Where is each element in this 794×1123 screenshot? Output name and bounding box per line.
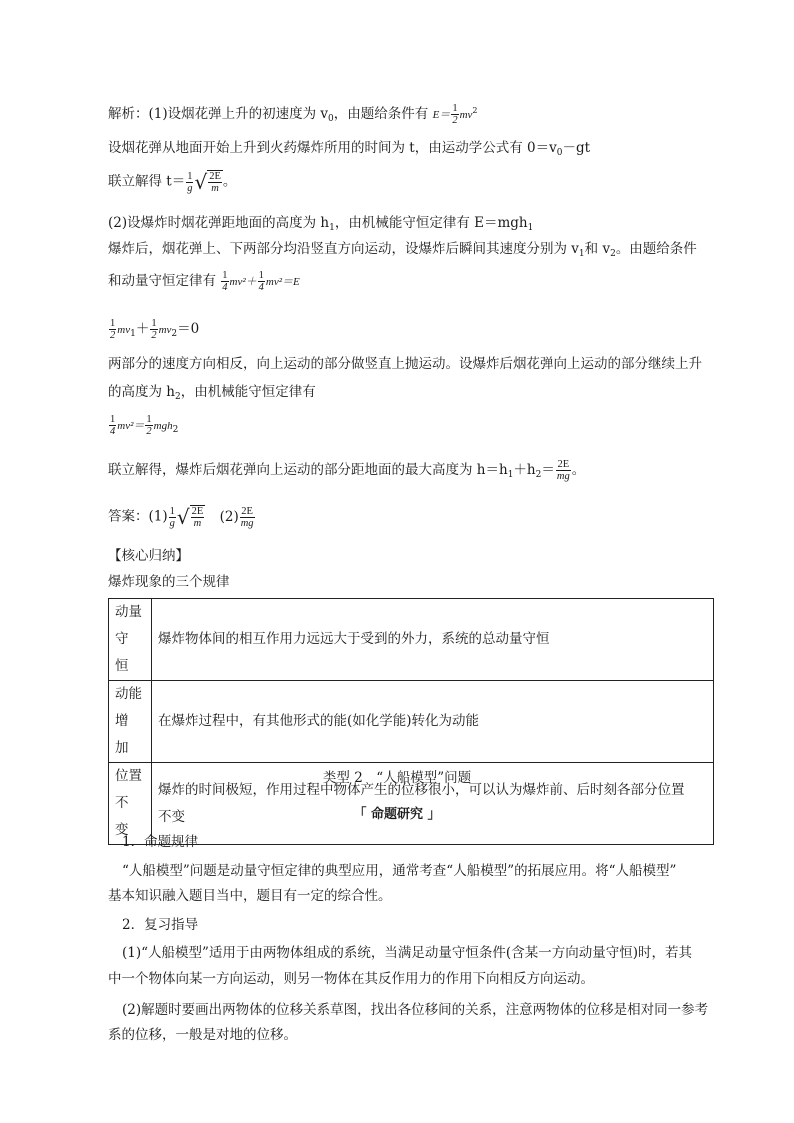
rule-key-cell: 动量守 恒 xyxy=(109,599,152,681)
analysis-line-3: 联立解得 t＝ $\frac{1}{g}$ √ $\frac{2E}{m}$ 。 xyxy=(108,170,237,194)
fraction-quarter: $\frac{1}{4}$ xyxy=(258,270,264,293)
summary-subheading: 爆炸现象的三个规律 xyxy=(108,574,230,590)
rule-value-cell: 爆炸物体间的相互作用力远远大于受到的外力，系统的总动量守恒 xyxy=(152,599,714,681)
fraction-half: $\frac{1}{2}$ xyxy=(110,318,116,341)
fraction-half: $\frac{1}{2}$ xyxy=(146,414,152,437)
rule-key-cell: 位置不 变 xyxy=(109,763,152,845)
table-row xyxy=(109,599,714,681)
paragraph-line: (1)“人船模型”适用于由两物体组成的系统，当满足动量守恒条件(含某一方向动量守恒)时，若其 xyxy=(122,945,692,961)
table-row xyxy=(109,681,714,763)
paragraph-line: 中一个物体向某一方向运动，则另一物体在其反作用力的作用下向相反方向运动。 xyxy=(108,971,594,987)
fraction-one-over-g: $\frac{1}{g}$ xyxy=(187,170,193,194)
paragraph-line: 系的位移，一般是对地的位移。 xyxy=(108,1027,297,1043)
rule-key-cell: 动能增 加 xyxy=(109,681,152,763)
answer-line: 答案：(1) $\frac{1}{g}$ √ $\frac{2E}{m}$ (2) $\frac{2E}{mg}$ xyxy=(108,505,254,529)
paragraph-line: 基本知识融入题目当中，题目有一定的综合性。 xyxy=(108,888,392,904)
research-title: 「 命题研究 」 xyxy=(353,807,441,822)
paragraph-line: (2)解题时要画出两物体的位移关系草图，找出各位移间的关系，注意两物体的位移是相对同一参考 xyxy=(122,1002,709,1018)
analysis-line-6: 和动量守恒定律有 $\frac{1}{4}$ mv²＋ $\frac{1}{4}$ mv²＝E xyxy=(108,270,300,293)
paragraph-line: “人船模型”问题是动量守恒定律的典型应用，通常考查“人船模型”的拓展应用。将“人船模型” xyxy=(122,863,677,879)
summary-heading: 【核心归纳】 xyxy=(108,548,189,564)
sqrt-2E-over-m: √ $\frac{2E}{m}$ xyxy=(176,505,204,529)
rule-value-cell: 爆炸的时间极短，作用过程中物体产生的位移很小，可以认为爆炸前、后时刻各部分位置 不变 xyxy=(152,763,714,845)
rule-value-cell: 在爆炸过程中，有其他形式的能(如化学能)转化为动能 xyxy=(152,681,714,763)
analysis-line-10: $\frac{1}{4}$ mv²＝ $\frac{1}{2}$ mgh$_2$ xyxy=(110,414,179,437)
analysis-line-8: 两部分的速度方向相反，向上运动的部分做竖直上抛运动。设爆炸后烟花弹向上运动的部分继续上升 xyxy=(108,356,702,372)
fraction-half: $\frac{1}{2}$ xyxy=(151,318,157,341)
analysis-line-11: 联立解得，爆炸后烟花弹向上运动的部分距地面的最大高度为 $h=h_1+h_2=$ $\frac{2E}{mg}$ 。 xyxy=(108,459,586,482)
analysis-line-1: 解析：(1)设烟花弹上升的初速度为 $v_0$，由题给条件有 E＝ $\frac{1}{2}$ $mv^2$ xyxy=(108,103,478,126)
fraction-half: $\frac{1}{2}$ xyxy=(452,103,458,126)
fraction-quarter: $\frac{1}{4}$ xyxy=(222,270,228,293)
sqrt-2E-over-m: √ $\frac{2E}{m}$ xyxy=(194,170,221,194)
fraction-quarter: $\frac{1}{4}$ xyxy=(110,414,116,437)
analysis-line-2: 设烟花弹从地面开始上升到火药爆炸所用的时间为 t，由运动学公式有 $0=v_0-gt$ xyxy=(108,140,591,158)
fraction-2E-over-mg: $\frac{2E}{mg}$ xyxy=(556,459,570,482)
analysis-line-5: 爆炸后，烟花弹上、下两部分均沿竖直方向运动，设爆炸后瞬间其速度分别为 $v_1$和 $v_2$。由题给条件 xyxy=(108,241,697,259)
section-heading-1: 1．命题规律 xyxy=(122,834,199,850)
section-heading-2: 2．复习指导 xyxy=(122,917,199,933)
fraction-2E-over-mg: $\frac{2E}{mg}$ xyxy=(240,505,254,529)
analysis-line-9: 的高度为 $h_2$，由机械能守恒定律有 xyxy=(108,384,316,402)
analysis-line-4: (2)设爆炸时烟花弹距地面的高度为 $h_1$，由机械能守恒定律有 E＝mgh$_1$ xyxy=(108,215,534,233)
analysis-line-7: $\frac{1}{2}$ $mv_1+$ $\frac{1}{2}$ $mv_2=0$ xyxy=(110,318,200,341)
type-title: 类型 2 “人船模型”问题 xyxy=(322,770,472,786)
fraction-one-over-g: $\frac{1}{g}$ xyxy=(169,505,175,529)
